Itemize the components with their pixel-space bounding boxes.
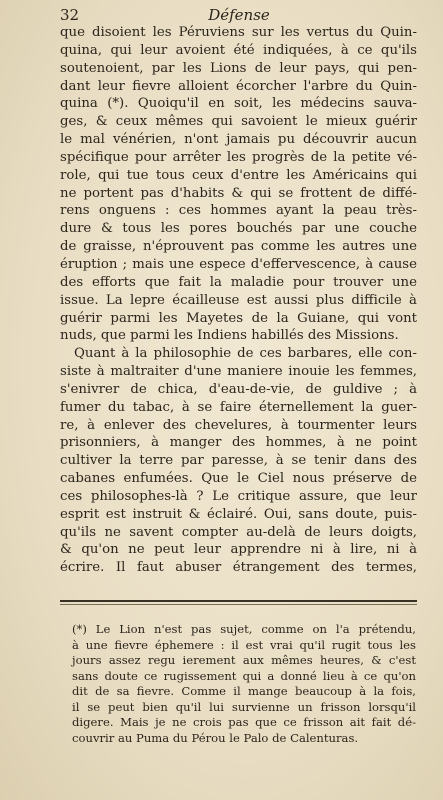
text-line: éruption ; mais une espece d'effervescence, à cause — [60, 256, 417, 272]
footnote-line: il se peut bien qu'il lui survienne un frisson lorsqu'il — [72, 699, 416, 714]
text-line: qu'ils ne savent compter au-delà de leurs doigts, — [60, 524, 417, 540]
text-line: rens onguens : ces hommes ayant la peau très- — [60, 203, 417, 219]
text-line: nuds, que parmi les Indiens habillés des Missions. — [60, 328, 399, 344]
text-line: issue. La lepre écailleuse est aussi plus difficile à — [60, 292, 417, 308]
text-line: cabanes enfumées. Que le Ciel nous préserve de — [60, 471, 417, 487]
footnote-rule — [60, 600, 417, 602]
text-line: esprit est instruit & éclairé. Oui, sans doute, puis- — [60, 506, 417, 522]
text-line: ges, & ceux mêmes qui savoient le mieux guérir — [60, 114, 417, 130]
footnote-rule-thin — [60, 604, 417, 605]
footnote-line: jours assez regu ierement aux mêmes heures, & c'est — [72, 653, 416, 667]
text-line: cultiver la terre par paresse, à se tenir dans des — [60, 453, 417, 469]
footnote — [72, 622, 416, 746]
text-line: des efforts que fait la maladie pour trouver une — [60, 274, 417, 290]
text-line: dure & tous les pores bouchés par une couche — [60, 221, 417, 237]
text-line: écrire. Il faut abuser étrangement des termes, — [60, 560, 417, 576]
footnote-line: digere. Mais je ne crois pas que ce frisson ait fait dé- — [72, 715, 416, 729]
text-line: dant leur fievre alloient écorcher l'arbre du Quin- — [60, 78, 417, 94]
footnote-line: à une fievre éphemere : il est vrai qu'il rugit tous les — [72, 637, 416, 652]
page-number: 32 — [60, 6, 80, 24]
footnote-line: dit de sa fievre. Comme il mange beaucoup à la fois, — [72, 684, 416, 698]
footnote-line: (*) Le Lion n'est pas sujet, comme on l'a prétendu, — [72, 622, 416, 636]
text-line: role, qui tue tous ceux d'entre les Américains qui — [60, 167, 417, 183]
text-line: prisonniers, à manger des hommes, à ne point — [60, 435, 417, 451]
text-line: re, à enlever des chevelures, à tourmenter leurs — [60, 417, 417, 433]
text-line: Quant à la philosophie de ces barbares, elle con- — [74, 346, 417, 362]
text-line: le mal vénérien, n'ont jamais pu découvrir aucun — [60, 132, 417, 148]
footnote-line: couvrir au Puma du Pérou le Palo de Calenturas. — [72, 730, 359, 745]
text-line: soutenoient, par les Lions de leur pays, qui pen- — [60, 60, 417, 76]
footnote-line: sans doute ce rugissement qui a donné lieu à ce qu'on — [72, 668, 416, 683]
text-line: ne portent pas d'habits & qui se frottent de diffé- — [60, 185, 417, 201]
text-line: de graisse, n'éprouvent pas comme les autres une — [60, 239, 417, 255]
text-line: quina, qui leur avoient été indiquées, à ce qu'ils — [60, 42, 417, 58]
text-line: guérir parmi les Mayetes de la Guiane, qui vont — [60, 310, 417, 326]
text-line: ces philosophes-là ? Le critique assure, que leur — [60, 488, 417, 504]
text-line: spécifique pour arrêter les progrès de la petite vé- — [60, 149, 417, 165]
text-line: s'enivrer de chica, d'eau-de-vie, de guldive ; à — [60, 381, 417, 397]
text-line: que disoient les Péruviens sur les vertus du Quin- — [60, 25, 417, 40]
running-title: Défense — [208, 6, 270, 24]
text-line: siste à maltraiter d'une maniere inouie les femmes, — [60, 364, 417, 380]
text-line: quina (*). Quoiqu'il en soit, les médecins sauva- — [60, 96, 417, 112]
main-text — [60, 24, 417, 577]
text-line: & qu'on ne peut leur apprendre ni à lire, ni à — [60, 542, 417, 558]
text-line: fumer du tabac, à se faire éternellement la guer- — [60, 399, 417, 415]
